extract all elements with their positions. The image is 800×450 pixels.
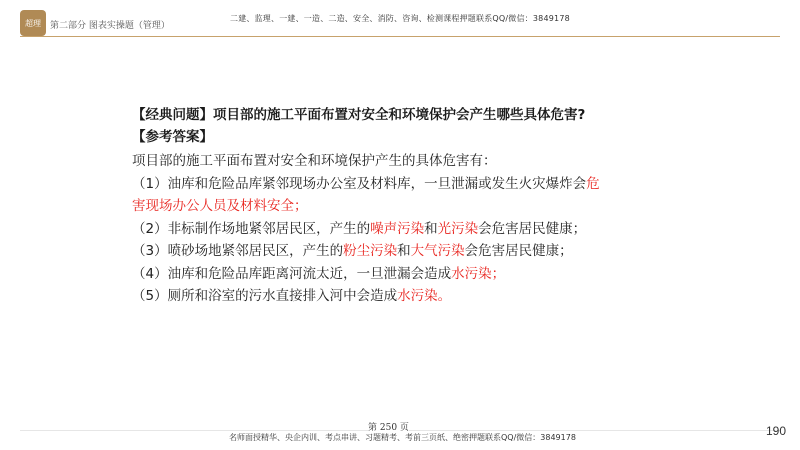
answer-item-1-line-2 bbox=[132, 195, 652, 218]
answer-item-text: 会危害居民健康； bbox=[464, 243, 573, 259]
answer-item-text: （4）油库和危险品库距离河流太近，一旦泄漏会造成 bbox=[132, 265, 452, 282]
answer-item-5 bbox=[132, 285, 652, 308]
answer-item-3 bbox=[132, 240, 652, 263]
answer-item-text: （3）喷砂场地紧邻居民区，产生的 bbox=[132, 243, 344, 259]
answer-item-highlight: 噪声污染 bbox=[370, 220, 425, 237]
answer-item-1-line-1 bbox=[132, 173, 652, 196]
answer-item-highlight: 水污染。 bbox=[397, 288, 452, 304]
answer-item-highlight: 光污染 bbox=[437, 220, 479, 237]
header-divider bbox=[20, 36, 780, 37]
answer-item-text: （1）油库和危险品库紧邻现场办公室及材料库，一旦泄漏或发生火灾爆炸会 bbox=[132, 175, 587, 192]
answer-item-text: 会危害居民健康； bbox=[478, 220, 587, 237]
answer-item-4 bbox=[132, 263, 652, 286]
logo: 超理 bbox=[20, 10, 46, 36]
answer-item-text: （5）厕所和浴室的污水直接排入河中会造成 bbox=[132, 288, 398, 304]
page-number: 190 bbox=[765, 424, 786, 438]
footer-contact-note: 名师面授精华、央企内训、考点串讲、习题精考、考前三页纸、绝密押题联系QQ/微信：3849178 bbox=[229, 433, 576, 442]
answer-item-highlight: 害现场办公人员及材料安全； bbox=[132, 198, 308, 214]
answer-item-2 bbox=[132, 218, 652, 241]
answer-intro: 项目部的施工平面布置对安全和环境保护产生的具体危害有： bbox=[132, 153, 497, 169]
header-contact-note: 二建、监理、一建、一造、二造、安全、消防、咨询、检测课程押题联系QQ/微信：3849178 bbox=[230, 14, 570, 23]
answer-item-text: （2）非标制作场地紧邻居民区，产生的 bbox=[132, 220, 371, 237]
answer-item-highlight: 水污染； bbox=[451, 265, 506, 282]
answer-label: 【参考答案】 bbox=[132, 129, 213, 145]
section-title: 第二部分 图表实操题（管理） bbox=[50, 21, 170, 31]
slide-content bbox=[132, 104, 652, 308]
answer-item-highlight: 粉尘污染 bbox=[343, 243, 398, 259]
answer-item-highlight: 大气污染 bbox=[410, 243, 465, 259]
answer-item-highlight: 危 bbox=[586, 175, 600, 192]
page-label: 第 250 页 bbox=[368, 420, 409, 433]
answer-item-text: 和 bbox=[397, 243, 411, 259]
answer-item-text: 和 bbox=[424, 220, 438, 237]
question-heading: 【经典问题】项目部的施工平面布置对安全和环境保护会产生哪些具体危害? bbox=[132, 107, 586, 123]
